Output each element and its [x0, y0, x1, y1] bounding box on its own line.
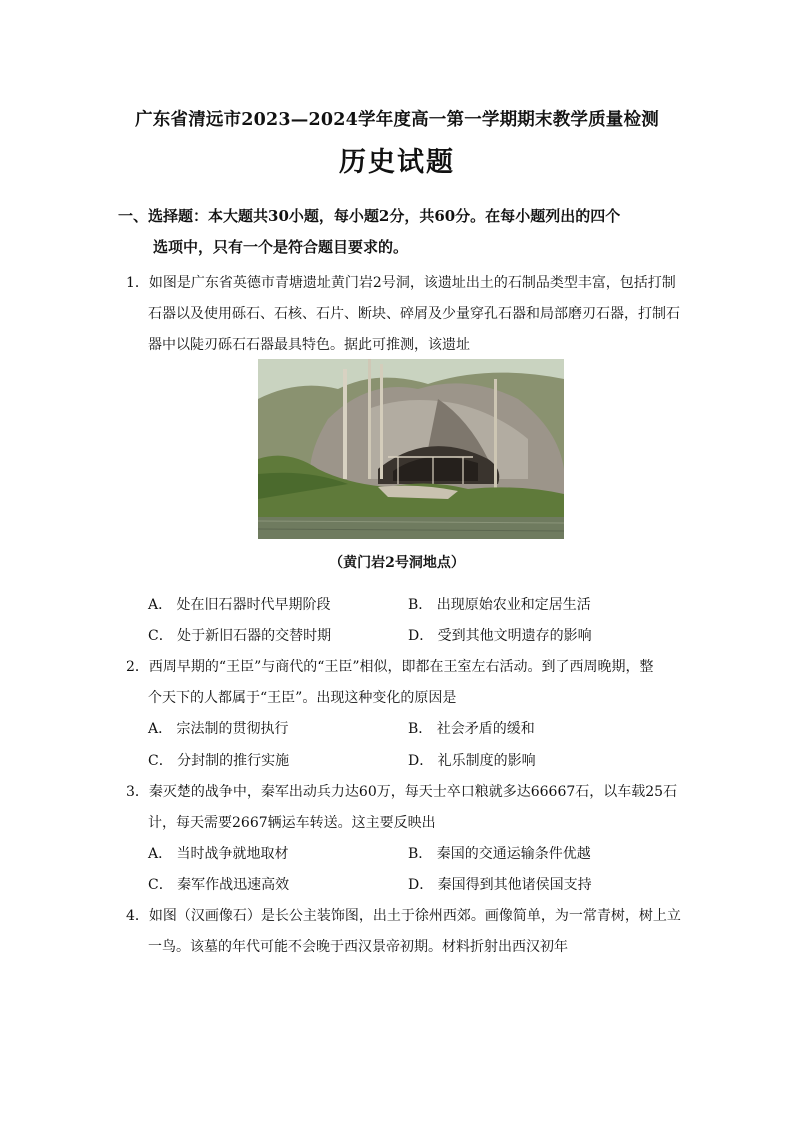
q3-stem-line-2: 计，每天需要2667辆运车转送。这主要反映出 [148, 815, 436, 831]
q1-stem-line-2: 石器以及使用砾石、石核、石片、断块、碎屑及少量穿孔石器和局部磨刃石器，打制石 [148, 306, 680, 322]
exam-title: 广东省清远市2023—2024学年度高一第一学期期末教学质量检测 [135, 110, 659, 130]
q3-option-a: A． 当时战争就地取材 [148, 846, 289, 862]
q2-stem-line-2: 个天下的人都属于“王臣”。出现这种变化的原因是 [148, 690, 457, 706]
q1-option-d: D． 受到其他文明遗存的影响 [408, 628, 592, 644]
q1-option-a: A． 处在旧石器时代早期阶段 [148, 597, 331, 613]
q2-option-b: B． 社会矛盾的缓和 [408, 721, 535, 737]
q3-option-c: C． 秦军作战迅速高效 [148, 877, 290, 893]
q1-stem-line-3: 器中以陡刃砾石石器最具特色。据此可推测，该遗址 [148, 337, 470, 353]
cave-site-photo [258, 359, 564, 539]
q1-option-b: B． 出现原始农业和定居生活 [408, 597, 591, 613]
q2-option-d: D． 礼乐制度的影响 [408, 753, 536, 769]
section-instruction-line-1: 一、选择题：本大题共30小题，每小题2分，共60分。在每小题列出的四个 [118, 207, 621, 225]
q1-option-c: C． 处于新旧石器的交替时期 [148, 628, 332, 644]
q2-stem-line-1: 2．西周早期的“王臣”与商代的“王臣”相似，即都在王室左右活动。到了西周晚期，整 [126, 659, 654, 675]
subject-title: 历史试题 [339, 147, 455, 178]
q3-option-d: D． 秦国得到其他诸侯国支持 [408, 877, 592, 893]
section-instruction-line-2: 选项中，只有一个是符合题目要求的。 [153, 238, 409, 256]
q4-stem-line-1: 4．如图（汉画像石）是长公主装饰图，出土于徐州西郊。画像简单，为一常青树，树上立 [126, 908, 681, 924]
q1-stem-line-1: 1．如图是广东省英德市青塘遗址黄门岩2号洞，该遗址出土的石制品类型丰富，包括打制 [126, 275, 676, 291]
q2-option-a: A． 宗法制的贯彻执行 [148, 721, 289, 737]
q3-option-b: B． 秦国的交通运输条件优越 [408, 846, 591, 862]
q3-stem-line-1: 3．秦灭楚的战争中，秦军出动兵力达60万，每天士卒口粮就多达66667石，以车载25石 [126, 784, 678, 800]
q4-stem-line-2: 一鸟。该墓的年代可能不会晚于西汉景帝初期。材料折射出西汉初年 [148, 939, 568, 955]
q2-option-c: C． 分封制的推行实施 [148, 753, 290, 769]
q1-image-caption: （黄门岩2号洞地点） [329, 555, 465, 571]
